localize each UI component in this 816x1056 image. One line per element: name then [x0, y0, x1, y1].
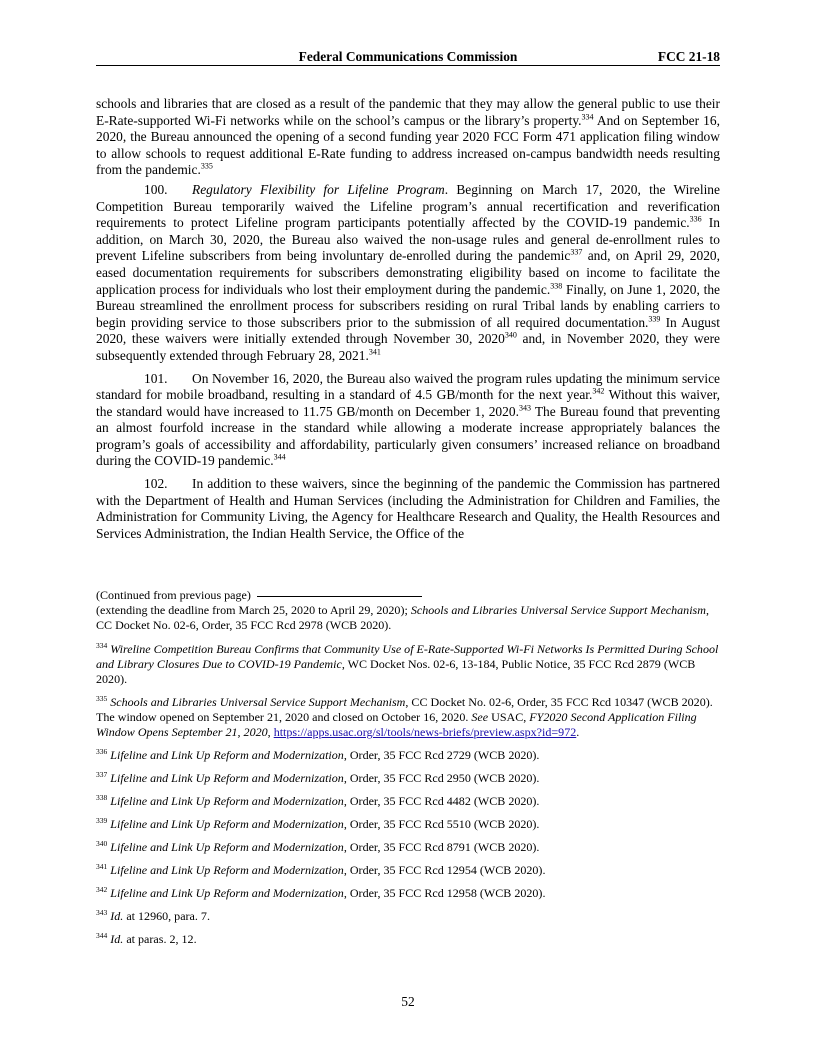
- footnote-334: [96, 642, 720, 687]
- footnote-342: [96, 886, 720, 901]
- paragraph-100: [96, 182, 720, 365]
- text-run: In addition to these waivers, since the beginning of the pandemic the Commission has partnered with the Department of Health and Human Services (including the Administration for Children and Families, the Administration for Community Living, the Agency for Healthcare Research and Quality, the Health Resources and Services Administration, the Indian Health Service, the Office of the: [96, 476, 720, 541]
- text-run: and, on April 29, 2020, eased documentation requirements for subscribers demonstrating eligibility based on income to facilitate the application process for individuals who lost their employment during the pandemic.: [96, 248, 721, 297]
- footnote-number: 334: [96, 640, 108, 650]
- footnote-ref[interactable]: 338: [550, 281, 563, 291]
- text-run: and, in November 2020, they were subsequently extended through February 28, 2021.: [96, 331, 721, 363]
- footnote-337: [96, 771, 720, 786]
- footnote-number: 340: [96, 838, 108, 848]
- case-title: Schools and Libraries Universal Service Support Mechanism: [110, 695, 406, 709]
- footnote-ref[interactable]: 343: [518, 403, 531, 413]
- text-run: schools and libraries that are closed as a result of the pandemic that they may allow the general public to use their E-Rate-supported Wi-Fi networks while on the school’s campus or the library’s property.: [96, 96, 720, 128]
- text-run: (extending the deadline from March 25, 2020 to April 29, 2020);: [96, 603, 411, 617]
- header-rule: [96, 65, 720, 66]
- footnote-ref[interactable]: 339: [648, 314, 661, 324]
- footnote-340: [96, 840, 720, 855]
- case-title: Lifeline and Link Up Reform and Modernization: [110, 840, 344, 854]
- footnote-341: [96, 863, 720, 878]
- text-run: at paras. 2, 12.: [123, 932, 197, 946]
- text-run: .: [576, 725, 580, 739]
- usac-link[interactable]: https://apps.usac.org/sl/tools/news-briefs/preview.aspx?id=972: [273, 725, 577, 739]
- footnote-separator: [257, 596, 422, 597]
- text-run: USAC,: [488, 710, 530, 724]
- continued-label: (Continued from previous page): [96, 588, 251, 602]
- text-run: at 12960, para. 7.: [123, 909, 210, 923]
- paragraph-102: [96, 476, 720, 542]
- continued-marker: [96, 588, 720, 603]
- text-run: , WC Docket Nos. 02-6, 13-184, Public Notice, 35 FCC Rcd 2879 (WCB 2020).: [96, 657, 696, 686]
- page-number: 52: [401, 994, 415, 1009]
- footnote-number: 337: [96, 769, 108, 779]
- footnote-335: [96, 695, 720, 740]
- header-doc-number: FCC 21-18: [657, 49, 720, 64]
- footnote-ref[interactable]: 334: [581, 112, 594, 122]
- paragraph-continued: [96, 96, 720, 179]
- footnote-ref[interactable]: 336: [689, 214, 702, 224]
- signal-word: See: [471, 710, 489, 724]
- text-run: . Beginning on March 17, 2020, the Wireline Competition Bureau temporarily waived the Lifeline program’s annual recertification and reverification requirements to protect Lifeline program participants potentially affected by the COVID-19 pandemic.: [96, 181, 720, 231]
- text-run: , Order, 35 FCC Rcd 2729 (WCB 2020).: [343, 748, 540, 762]
- footnote-number: 338: [96, 792, 108, 802]
- footnotes: [96, 588, 720, 955]
- footnote-number: 343: [96, 907, 108, 917]
- footnote-339: [96, 817, 720, 832]
- text-run: , Order, 35 FCC Rcd 12954 (WCB 2020).: [343, 863, 546, 877]
- paragraph-101: [96, 371, 720, 471]
- case-title: Lifeline and Link Up Reform and Modernization: [110, 863, 344, 877]
- footnote-ref[interactable]: 341: [368, 347, 381, 357]
- footnote-continued: [96, 603, 720, 633]
- footnote-344: [96, 932, 720, 947]
- text-run: , CC Docket No. 02-6, Order, 35 FCC Rcd 10347 (WCB 2020). The window opened on September 21, 2020 and closed on October 16, 2020.: [96, 695, 713, 724]
- footnote-338: [96, 794, 720, 809]
- footnote-number: 341: [96, 861, 108, 871]
- footnote-ref[interactable]: 342: [592, 386, 605, 396]
- text-run: And on September 16, 2020, the Bureau announced the opening of a second funding year 2020 FCC Form 471 application filing window to allow schools to request additional E-Rate funding to address increased on-campus bandwidth needs resulting from the pandemic.: [96, 112, 720, 178]
- footnote-ref[interactable]: 337: [570, 247, 583, 257]
- case-title: Lifeline and Link Up Reform and Modernization: [110, 817, 344, 831]
- citation-id: Id.: [110, 932, 124, 946]
- text-run: In addition, on March 30, 2020, the Bureau also waived the non-usage rules and general de-enrollment rules to prevent Lifeline subscribers from being involuntary de-enrolled during the pandemic: [96, 215, 720, 264]
- footnote-ref[interactable]: 335: [200, 161, 213, 171]
- text-run: Without this waiver, the standard would have increased to 11.75 GB/month on December 1, 2020.: [96, 387, 720, 419]
- footnote-number: 336: [96, 746, 108, 756]
- text-run: , CC Docket No. 02-6, Order, 35 FCC Rcd 2978 (WCB 2020).: [96, 603, 709, 632]
- text-run: The Bureau found that preventing an almost fourfold increase in the standard while allowing a moderate increase appropriately balances the program’s goals of accessibility and affordability, particularly given consumers’ increased reliance on broadband during the COVID-19 pandemic.: [96, 403, 720, 469]
- text-run: On November 16, 2020, the Bureau also waived the program rules updating the minimum service standard for mobile broadband, resulting in a standard of 4.5 GB/month for the next year.: [96, 370, 720, 403]
- footnote-number: 344: [96, 930, 108, 940]
- text-run: , Order, 35 FCC Rcd 4482 (WCB 2020).: [343, 794, 540, 808]
- text-run: ,: [267, 725, 274, 739]
- footnote-number: 335: [96, 693, 108, 703]
- text-run: In August 2020, these waivers were initially extended through November 30, 2020: [96, 314, 720, 347]
- case-title: Lifeline and Link Up Reform and Modernization: [110, 886, 344, 900]
- footnote-number: 342: [96, 884, 108, 894]
- paragraph-number: 101.: [144, 370, 168, 386]
- case-title: Wireline Competition Bureau Confirms that Community Use of E-Rate-Supported Wi-Fi Networks Is Permitted During School and Library Closures Due to COVID-19 Pandemic: [96, 642, 719, 671]
- footnote-ref[interactable]: 344: [273, 452, 286, 462]
- case-title: Lifeline and Link Up Reform and Modernization: [110, 794, 344, 808]
- text-run: , Order, 35 FCC Rcd 5510 (WCB 2020).: [343, 817, 540, 831]
- footnote-336: [96, 748, 720, 763]
- case-title: FY2020 Second Application Filing Window Opens September 21, 2020: [96, 710, 697, 739]
- paragraph-number: 100.: [144, 181, 168, 197]
- text-run: , Order, 35 FCC Rcd 8791 (WCB 2020).: [343, 840, 540, 854]
- case-title: Lifeline and Link Up Reform and Modernization: [110, 771, 344, 785]
- text-run: Finally, on June 1, 2020, the Bureau streamlined the enrollment process for subscribers residing on rural Tribal lands by enabling carriers to begin providing service to those subscribers prior to the submission of all required documentation.: [96, 281, 721, 330]
- header-title: Federal Communications Commission: [298, 49, 518, 64]
- case-title: Schools and Libraries Universal Service Support Mechanism: [410, 603, 706, 617]
- page-header: [96, 49, 720, 65]
- footnote-number: 339: [96, 815, 108, 825]
- paragraph-number: 102.: [144, 476, 168, 492]
- citation-id: Id.: [110, 909, 124, 923]
- text-run: , Order, 35 FCC Rcd 2950 (WCB 2020).: [343, 771, 540, 785]
- case-title: Lifeline and Link Up Reform and Modernization: [110, 748, 344, 762]
- paragraph-heading: Regulatory Flexibility for Lifeline Program: [192, 181, 445, 197]
- footnote-343: [96, 909, 720, 924]
- body-text: [96, 96, 720, 548]
- text-run: , Order, 35 FCC Rcd 12958 (WCB 2020).: [343, 886, 546, 900]
- footnote-ref[interactable]: 340: [504, 330, 517, 340]
- lifeline-footnote-list: [96, 748, 720, 901]
